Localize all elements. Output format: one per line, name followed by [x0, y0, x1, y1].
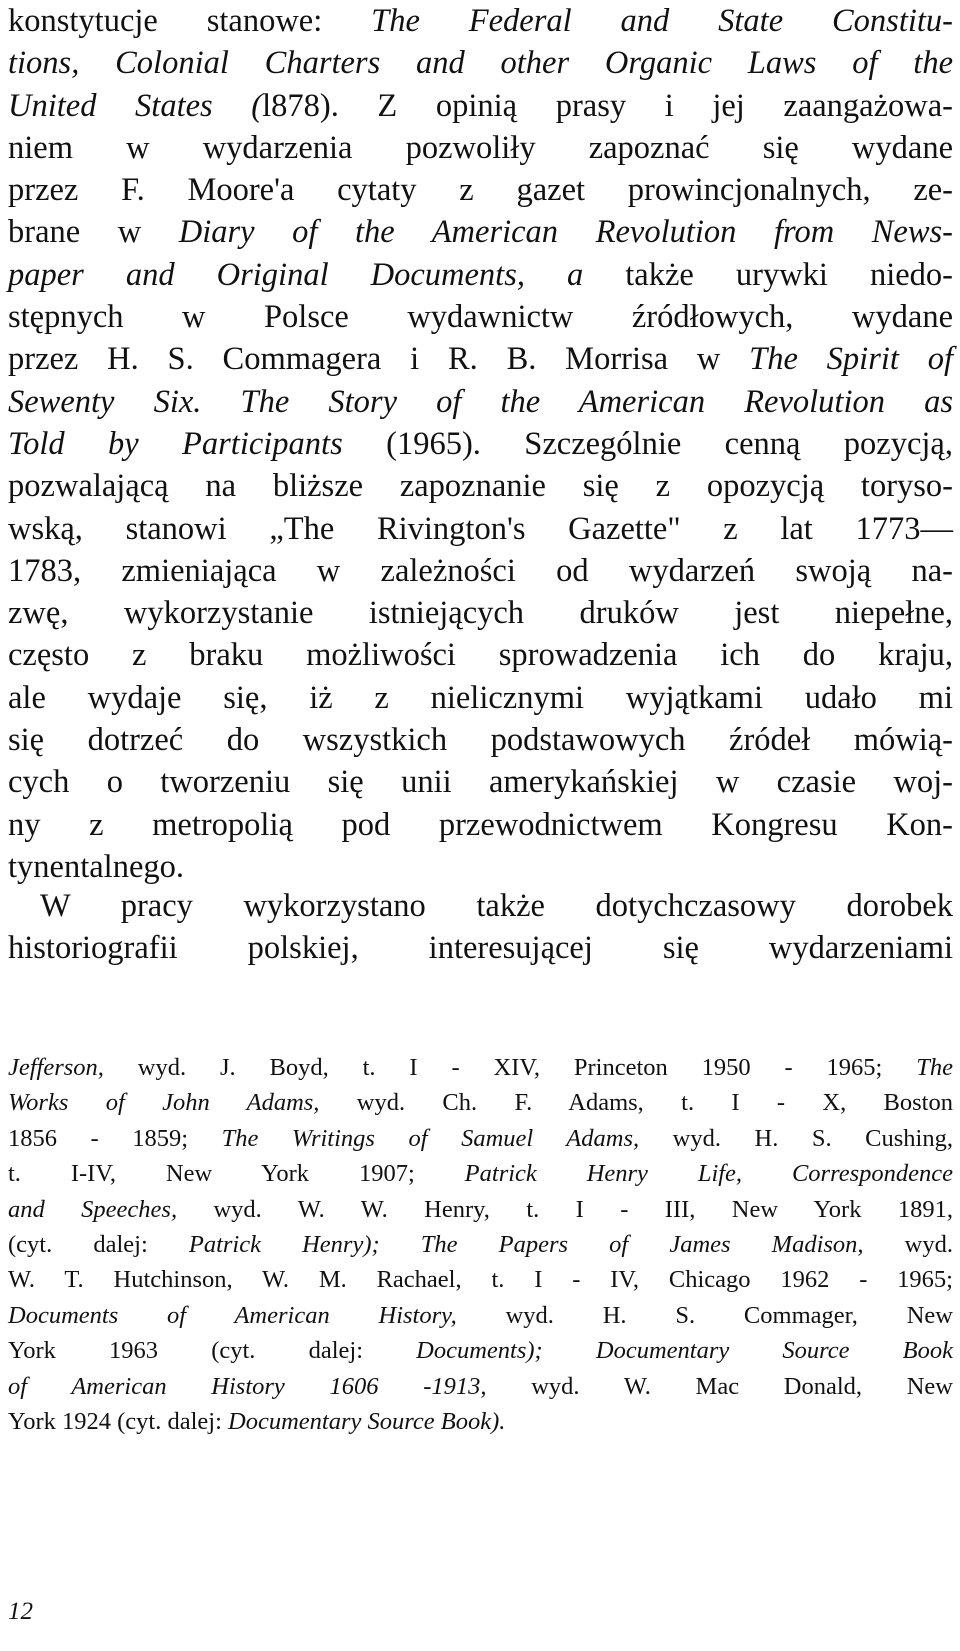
text-line: W pracy wykorzystano także dotychczasowy dorobek: [40, 888, 953, 924]
text-line: często z braku możliwości sprowadzenia ich do kraju,: [8, 637, 953, 674]
text-line: Told by Participants (1965). Szczególnie cenną pozycją,: [8, 425, 953, 462]
footnote-line: (cyt. dalej: Patrick Henry); The Papers of James Madison, wyd.: [8, 1230, 953, 1258]
main-paragraph: [8, 0, 953, 888]
text-line: się dotrzeć do wszystkich podstawowych źródeł mówią-: [8, 722, 953, 759]
text-line: przez F. Moore'a cytaty z gazet prowincjonalnych, ze-: [8, 172, 953, 209]
text-line: pozwalającą na bliższe zapoznanie się z opozycją toryso-: [8, 468, 953, 505]
footnote-line: Jefferson, wyd. J. Boyd, t. I - XIV, Princeton 1950 - 1965; The: [8, 1054, 953, 1081]
text-line: wską, stanowi „The Rivington's Gazette" z lat 1773—: [8, 510, 953, 547]
footnote-line: Documents of American History, wyd. H. S. Commager, New: [8, 1301, 953, 1329]
page-number: 12: [8, 1598, 33, 1625]
text-line: cych o tworzeniu się unii amerykańskiej w czasie woj-: [8, 764, 953, 801]
second-paragraph: [8, 885, 953, 970]
footnote-line: of American History 1606 -1913, wyd. W. Mac Donald, New: [8, 1372, 954, 1400]
text-line: tynentalnego.: [8, 848, 184, 885]
text-line: stępnych w Polsce wydawnictw źródłowych, wydane: [8, 299, 953, 336]
text-line: paper and Original Documents, a także urywki niedo-: [8, 256, 953, 293]
footnote: [8, 1050, 953, 1439]
footnote-line: Works of John Adams, wyd. Ch. F. Adams, t. I - X, Boston: [8, 1089, 953, 1117]
footnote-line: York 1963 (cyt. dalej: Documents); Documentary Source Book: [8, 1337, 953, 1365]
text-line: 1783, zmieniająca w zależności od wydarzeń swoją na-: [8, 552, 953, 589]
text-line: konstytucje stanowe: The Federal and State Constitu-: [8, 3, 953, 39]
text-line: historiografii polskiej, interesującej się wydarzeniami: [8, 930, 953, 967]
footnote-line: and Speeches, wyd. W. W. Henry, t. I - III, New York 1891,: [8, 1195, 953, 1223]
text-line: niem w wydarzenia pozwoliły zapoznać się wydane: [8, 129, 953, 166]
text-line: brane w Diary of the American Revolution from News-: [8, 214, 953, 251]
text-line: United States (l878). Z opinią prasy i jej zaangażowa-: [8, 87, 953, 124]
footnote-line: t. I-IV, New York 1907; Patrick Henry Life, Correspondence: [8, 1160, 954, 1188]
text-line: ale wydaje się, iż z nielicznymi wyjątkami udało mi: [8, 679, 953, 716]
text-line: tions, Colonial Charters and other Organic Laws of the: [8, 45, 953, 82]
page: [8, 0, 954, 1625]
text-line: ny z metropolią pod przewodnictwem Kongresu Kon-: [8, 806, 953, 843]
footnote-line: 1856 - 1859; The Writings of Samuel Adams, wyd. H. S. Cushing,: [8, 1124, 953, 1152]
text-line: Sewenty Six. The Story of the American Revolution as: [8, 383, 953, 420]
text-line: zwę, wykorzystanie istniejących druków jest niepełne,: [8, 595, 953, 632]
footnote-line: W. T. Hutchinson, W. M. Rachael, t. I - IV, Chicago 1962 - 1965;: [8, 1266, 953, 1294]
text-line: przez H. S. Commagera i R. B. Morrisa w The Spirit of: [8, 341, 953, 378]
footnote-line: York 1924 (cyt. dalej: Documentary Source Book).: [8, 1407, 506, 1435]
